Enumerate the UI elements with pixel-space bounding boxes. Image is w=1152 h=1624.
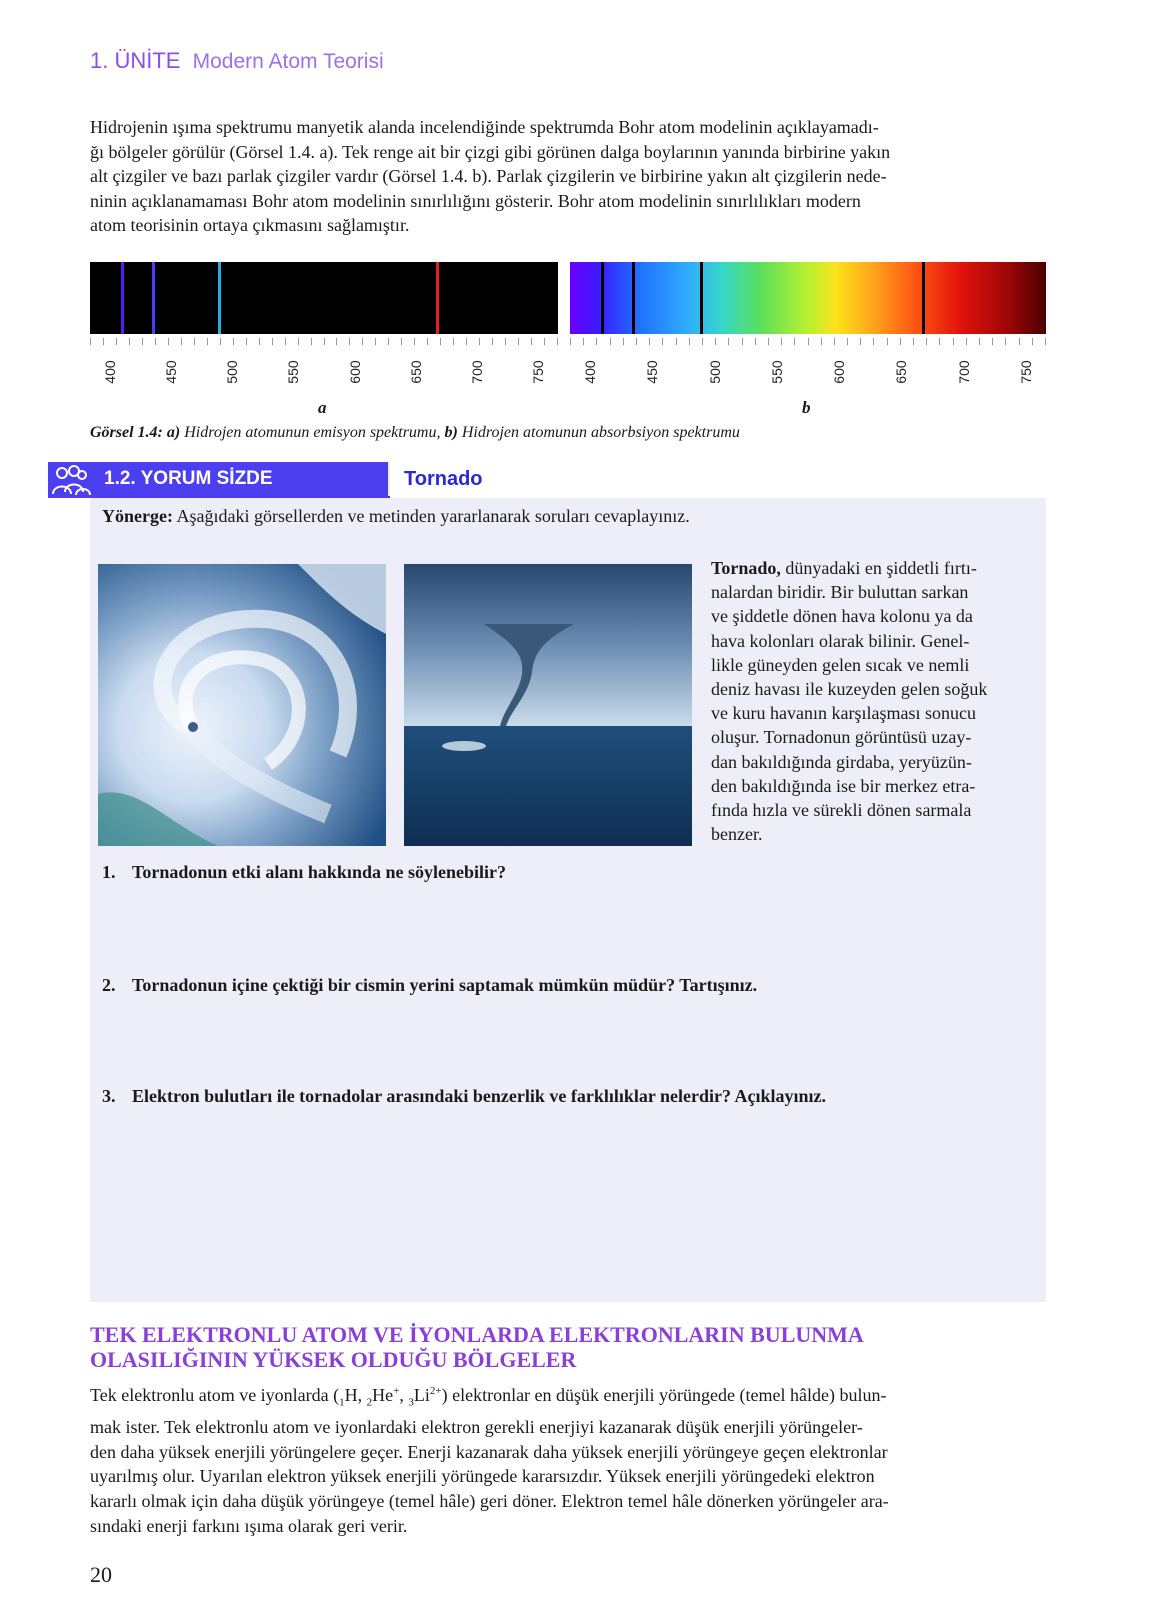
axis-tick	[414, 338, 415, 345]
axis-label-text: 400	[582, 360, 598, 384]
question-number: 3.	[102, 1086, 116, 1106]
section-line: mak ister. Tek elektronlu atom ve iyonlardaki elektron gerekli enerjiyi kazanarak düşük enerjili yörüngeler-	[90, 1417, 863, 1438]
axis-label-text: 750	[1018, 360, 1034, 384]
question-number: 1.	[102, 862, 116, 882]
axis-label-text: 600	[346, 360, 363, 384]
axis-tick	[324, 338, 325, 345]
hurricane-satellite-image	[98, 564, 386, 846]
axis-tick	[834, 338, 835, 345]
axis-tick	[596, 338, 597, 345]
question-text: Elektron bulutları ile tornadolar arasındaki benzerlik ve farklılıklar nelerdir? Açıklayınız.	[132, 1086, 827, 1106]
axis-label	[695, 350, 735, 390]
question-number: 2.	[102, 975, 116, 995]
section-title	[90, 1322, 1050, 1372]
axis-label	[819, 350, 859, 390]
intro-line: Hidrojenin ışıma spektrumu manyetik alanda incelendiğinde spektrumda Bohr atom modelinin açıklayamadı-	[90, 117, 879, 137]
axis-label	[273, 350, 313, 390]
intro-line: alt çizgiler ve bazı parlak çizgiler vardır (Görsel 1.4. b). Parlak çizgilerin ve birbirine yakın alt çizgilerin nede-	[90, 166, 887, 186]
description-line: likle güneyden gelen sıcak ve nemli	[711, 654, 970, 675]
text-run: ,	[399, 1385, 409, 1405]
axis-label-text: 650	[407, 360, 424, 384]
axis-tick	[821, 338, 822, 345]
atomic-number: 2	[366, 1396, 373, 1409]
axis-tick	[90, 338, 91, 345]
description-line: oluşur. Tornadonun görüntüsü uzay-	[711, 727, 972, 748]
activity-tag-label: 1.2. YORUM SİZDE	[104, 468, 273, 489]
element-symbol: H,	[344, 1385, 367, 1405]
text-run: ) elektronlar en düşük enerjili yörüngede (temel hâlde) bulun-	[441, 1385, 887, 1405]
chapter-title: Modern Atom Teorisi	[192, 50, 384, 73]
axis-tick	[181, 338, 182, 345]
caption-a-text: Hidrojen atomunun emisyon spektrumu,	[180, 424, 445, 441]
tornado-term: Tornado,	[711, 558, 781, 578]
element-symbol: Li	[413, 1385, 430, 1405]
axis-tick	[233, 338, 234, 345]
axis-tick	[246, 338, 247, 345]
axis-tick	[440, 338, 441, 345]
axis-label	[944, 350, 984, 390]
caption-a-key: a)	[166, 424, 181, 441]
intro-line: ğı bölgeler görülür (Görsel 1.4. a). Tek renge ait bir çizgi gibi görünen dalga boylarının yanında birbirine yakın	[90, 141, 891, 162]
section-line: sındaki enerji farkını ışıma olarak geri verir.	[90, 1515, 408, 1536]
axis-tick	[155, 338, 156, 345]
unit-label: 1. ÜNİTE	[90, 48, 181, 73]
directive-text: Aşağıdaki görsellerden ve metinden yararlanarak soruları cevaplayınız.	[172, 506, 690, 526]
axis-label	[632, 350, 672, 390]
directive	[102, 506, 690, 527]
absorption-spectrum	[570, 262, 1046, 334]
description-line: den bakıldığında ise bir merkez etra-	[711, 775, 976, 796]
intro-paragraph	[90, 115, 1045, 238]
figure-label-a: a	[318, 398, 327, 417]
axis-tick	[610, 338, 611, 345]
axis-tick	[570, 338, 571, 345]
description-line: deniz havası ile kuzeyden gelen soğuk	[711, 679, 988, 700]
absorption-axis-ticks	[570, 338, 1046, 346]
axis-tick	[900, 338, 901, 345]
axis-tick	[168, 338, 169, 345]
emission-line-656	[436, 262, 439, 334]
question-1	[102, 862, 506, 883]
intro-line: ninin açıklanamaması Bohr atom modelinin sınırlılığını gösterir. Bohr atom modelinin sınırlılıkları modern	[90, 190, 861, 211]
ion-charge: +	[393, 1385, 400, 1397]
axis-tick	[427, 338, 428, 345]
axis-tick	[207, 338, 208, 345]
axis-tick	[808, 338, 809, 345]
caption-prefix: Görsel 1.4:	[90, 424, 163, 441]
axis-tick	[926, 338, 927, 345]
axis-label-text: 550	[285, 360, 302, 384]
intro-line: atom teorisinin ortaya çıkmasını sağlamıştır.	[90, 215, 410, 235]
axis-tick	[755, 338, 756, 345]
caption-b-key: b)	[444, 424, 458, 441]
axis-tick	[742, 338, 743, 345]
description-line: hava kolonları olarak bilinir. Genel-	[711, 630, 970, 651]
section-paragraph	[90, 1379, 1045, 1538]
activity-box	[90, 462, 1046, 1302]
axis-tick	[662, 338, 663, 345]
section-line: den daha yüksek enerjili yörüngelere geçer. Enerji kazanarak daha yüksek enerjili yörüngeye geçen elektronlar	[90, 1441, 888, 1462]
axis-tick	[887, 338, 888, 345]
question-3	[102, 1086, 826, 1107]
axis-tick	[583, 338, 584, 345]
axis-tick	[913, 338, 914, 345]
activity-title: Tornado	[390, 462, 1046, 498]
absorption-axis-labels	[570, 350, 1046, 390]
axis-tick	[466, 338, 467, 345]
axis-tick	[453, 338, 454, 345]
section-title-line: OLASILIĞININ YÜKSEK OLDUĞU BÖLGELER	[90, 1347, 577, 1372]
tornado-photo	[404, 564, 692, 846]
axis-tick	[557, 338, 558, 345]
axis-label-text: 750	[530, 360, 546, 384]
description-line: dünyadaki en şiddetli fırtı-	[780, 558, 977, 578]
axis-tick	[220, 338, 221, 345]
axis-tick	[479, 338, 480, 345]
axis-tick	[676, 338, 677, 345]
axis-label	[518, 350, 558, 390]
element-symbol: He	[372, 1385, 394, 1405]
axis-tick	[272, 338, 273, 345]
axis-tick	[401, 338, 402, 345]
chapter-header	[90, 48, 384, 74]
axis-tick	[336, 338, 337, 345]
axis-label	[1006, 350, 1046, 390]
axis-label-text: 550	[768, 360, 785, 384]
axis-label-text: 650	[893, 360, 910, 384]
emission-line-434	[152, 262, 155, 334]
axis-tick	[953, 338, 954, 345]
axis-label-text: 700	[468, 360, 485, 384]
axis-tick	[728, 338, 729, 345]
axis-label	[90, 350, 130, 390]
axis-tick	[781, 338, 782, 345]
axis-tick	[979, 338, 980, 345]
tornado-description	[711, 556, 1041, 846]
axis-tick	[518, 338, 519, 345]
axis-tick	[285, 338, 286, 345]
axis-tick	[116, 338, 117, 345]
emission-line-486	[218, 262, 221, 334]
axis-label-text: 400	[102, 360, 118, 384]
axis-tick	[1032, 338, 1033, 345]
description-line: nalardan biridir. Bir buluttan sarkan	[711, 582, 969, 603]
axis-tick	[298, 338, 299, 345]
absorption-line-656	[922, 262, 925, 334]
axis-tick	[544, 338, 545, 345]
axis-label-text: 700	[955, 360, 972, 384]
axis-tick	[623, 338, 624, 345]
axis-tick	[636, 338, 637, 345]
axis-label-text: 500	[224, 360, 241, 384]
axis-tick	[689, 338, 690, 345]
axis-tick	[388, 338, 389, 345]
page-number: 20	[90, 1562, 112, 1587]
axis-tick	[966, 338, 967, 345]
axis-tick	[194, 338, 195, 345]
axis-label	[212, 350, 252, 390]
axis-tick	[531, 338, 532, 345]
text-run: Tek elektronlu atom ve iyonlarda (	[90, 1385, 340, 1405]
axis-tick	[992, 338, 993, 345]
atomic-number: 3	[408, 1396, 414, 1409]
axis-tick	[129, 338, 130, 345]
axis-tick	[492, 338, 493, 345]
question-text: Tornadonun içine çektiği bir cismin yerini saptamak mümkün müdür? Tartışınız.	[132, 975, 758, 995]
emission-axis-labels	[90, 350, 558, 390]
axis-tick	[860, 338, 861, 345]
description-line: ve kuru havanın karşılaşması sonucu	[711, 703, 976, 724]
axis-tick	[311, 338, 312, 345]
axis-tick	[103, 338, 104, 345]
emission-line-410	[121, 262, 124, 334]
absorption-line-410	[601, 262, 604, 334]
axis-tick	[362, 338, 363, 345]
axis-label	[335, 350, 375, 390]
figure-caption	[90, 424, 740, 442]
question-text: Tornadonun etki alanı hakkında ne söylenebilir?	[132, 862, 506, 882]
activity-tag	[48, 462, 388, 498]
axis-tick	[259, 338, 260, 345]
description-line: ve şiddetle dönen hava kolonu ya da	[711, 606, 973, 627]
section-title-line: TEK ELEKTRONLU ATOM VE İYONLARDA ELEKTRONLARIN BULUNMA	[90, 1322, 864, 1347]
directive-label: Yönerge:	[102, 506, 173, 526]
axis-tick	[702, 338, 703, 345]
axis-label	[457, 350, 497, 390]
section-line: kararlı olmak için daha düşük yörüngeye (temel hâle) geri döner. Elektron temel hâle dönerken yörüngeler ara-	[90, 1490, 889, 1511]
axis-tick	[715, 338, 716, 345]
axis-label-text: 500	[706, 360, 723, 384]
emission-spectrum	[90, 262, 558, 334]
axis-label	[881, 350, 921, 390]
axis-label	[151, 350, 191, 390]
atomic-number: 1	[339, 1396, 345, 1409]
people-group-icon	[48, 462, 92, 498]
axis-tick	[873, 338, 874, 345]
axis-tick	[939, 338, 940, 345]
description-line: dan bakıldığında girdaba, yeryüzün-	[711, 751, 972, 772]
axis-label-text: 600	[831, 360, 848, 384]
emission-axis-ticks	[90, 338, 558, 346]
description-line: fında hızla ve sürekli dönen sarmala	[711, 800, 972, 821]
axis-tick	[768, 338, 769, 345]
axis-label	[757, 350, 797, 390]
axis-tick	[847, 338, 848, 345]
axis-label	[570, 350, 610, 390]
axis-tick	[349, 338, 350, 345]
axis-label	[396, 350, 436, 390]
absorption-line-486	[700, 262, 703, 334]
question-2	[102, 975, 757, 996]
axis-tick	[649, 338, 650, 345]
ion-charge: 2+	[429, 1385, 442, 1397]
caption-b-text: Hidrojen atomunun absorbsiyon spektrumu	[457, 424, 740, 441]
axis-tick	[1045, 338, 1046, 345]
axis-tick	[1005, 338, 1006, 345]
axis-tick	[1019, 338, 1020, 345]
axis-tick	[505, 338, 506, 345]
figure-label-b: b	[802, 398, 811, 417]
axis-tick	[375, 338, 376, 345]
section-line: uyarılmış olur. Uyarılan elektron yüksek enerjili yörüngede kararsızdır. Yüksek enerjili yörüngedeki elektron	[90, 1466, 875, 1487]
axis-tick	[142, 338, 143, 345]
axis-label-text: 450	[644, 360, 661, 384]
section-line	[90, 1379, 1045, 1415]
absorption-line-434	[632, 262, 635, 334]
axis-label-text: 450	[163, 360, 180, 384]
axis-tick	[794, 338, 795, 345]
description-line: benzer.	[711, 824, 763, 845]
